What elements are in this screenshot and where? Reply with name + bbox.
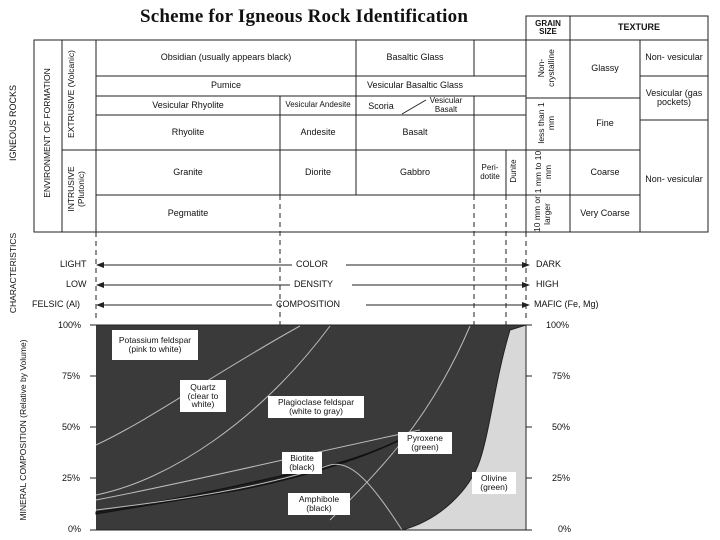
rock-granite: Granite — [173, 166, 203, 177]
mineral-composition-label: MINERAL COMPOSITION (Relative by Volume) — [18, 339, 28, 521]
mineral-olivine: Olivine (green) — [472, 472, 516, 494]
intrusive-label: INTRUSIVE (Plutonic) — [66, 166, 86, 212]
extrusive-label: EXTRUSIVE (Volcanic) — [66, 50, 76, 138]
texture-glassy: Glassy — [591, 63, 619, 74]
tick-right-0: 0% — [558, 524, 572, 534]
rock-basalt: Basalt — [402, 126, 428, 137]
mineral-quartz: Quartz (clear to white) — [180, 380, 226, 412]
tick-left-25: 25% — [62, 473, 81, 483]
rock-rhyolite: Rhyolite — [171, 126, 205, 137]
tick-right-75: 75% — [552, 371, 571, 381]
tick-right-50: 50% — [552, 422, 571, 432]
mineral-plagioclase: Plagioclase feldspar (white to gray) — [268, 396, 364, 418]
rock-andesite: Andesite — [300, 126, 336, 137]
rock-diorite: Diorite — [304, 166, 331, 177]
grain-1-to-10mm: 1 mm to 10 mm — [533, 150, 553, 194]
char-felsic: FELSIC (Al) — [32, 299, 81, 309]
rock-dunite: Dunite — [509, 159, 518, 183]
char-mafic: MAFIC (Fe, Mg) — [534, 299, 599, 309]
characteristics-label: CHARACTERISTICS — [8, 232, 18, 314]
rock-vesicular-basaltic-glass: Vesicular Basaltic Glass — [366, 80, 464, 91]
page-title: Scheme for Igneous Rock Identification — [140, 6, 469, 27]
texture-non-vesicular-bottom: Non- vesicular — [645, 174, 703, 185]
char-low: LOW — [66, 279, 87, 289]
tick-left-50: 50% — [62, 422, 81, 432]
mineral-biotite: Biotite (black) — [282, 452, 322, 474]
tick-left-75: 75% — [62, 371, 81, 381]
grain-size-header: GRAIN SIZE — [535, 18, 561, 36]
texture-very-coarse: Very Coarse — [580, 207, 630, 218]
rock-scoria: Scoria — [368, 100, 394, 111]
texture-vesicular: Vesicular (gas pockets) — [645, 87, 703, 107]
rock-vesicular-basalt: Vesicular Basalt — [429, 96, 463, 114]
grain-10mm-or-larger: 10 mm or larger — [532, 196, 552, 232]
rock-vesicular-rhyolite: Vesicular Rhyolite — [152, 99, 224, 110]
texture-header: TEXTURE — [617, 22, 660, 33]
char-density: DENSITY — [294, 279, 334, 289]
rock-basaltic-glass: Basaltic Glass — [386, 52, 444, 63]
tick-left-0: 0% — [68, 524, 82, 534]
rock-pegmatite: Pegmatite — [167, 207, 209, 218]
rock-vesicular-andesite: Vesicular Andesite — [285, 100, 351, 110]
texture-coarse: Coarse — [590, 166, 620, 177]
rock-peridotite: Peri- dotite — [480, 163, 500, 181]
rock-obsidian: Obsidian (usually appears black) — [160, 52, 292, 63]
tick-right-100: 100% — [546, 320, 570, 330]
tick-left-100: 100% — [58, 320, 82, 330]
grain-noncrystalline: Non- crystalline — [536, 49, 556, 87]
rock-pumice: Pumice — [210, 80, 241, 91]
mineral-amphibole: Amphibole (black) — [288, 493, 350, 515]
environment-label: ENVIRONMENT OF FORMATION — [42, 68, 52, 198]
char-high: HIGH — [536, 279, 559, 289]
char-color: COLOR — [296, 259, 329, 269]
tick-right-25: 25% — [552, 473, 571, 483]
mineral-potassium-feldspar: Potassium feldspar (pink to white) — [112, 330, 198, 360]
texture-fine: Fine — [596, 118, 614, 129]
igneous-rocks-label: IGNEOUS ROCKS — [8, 85, 18, 162]
char-light: LIGHT — [60, 259, 87, 269]
mineral-pyroxene: Pyroxene (green) — [398, 432, 452, 454]
grain-less-than-1mm: less than 1 mm — [536, 102, 556, 144]
texture-non-vesicular-top: Non- vesicular — [645, 52, 703, 63]
rock-gabbro: Gabbro — [399, 166, 431, 177]
char-composition: COMPOSITION — [276, 299, 341, 309]
char-dark: DARK — [536, 259, 562, 269]
